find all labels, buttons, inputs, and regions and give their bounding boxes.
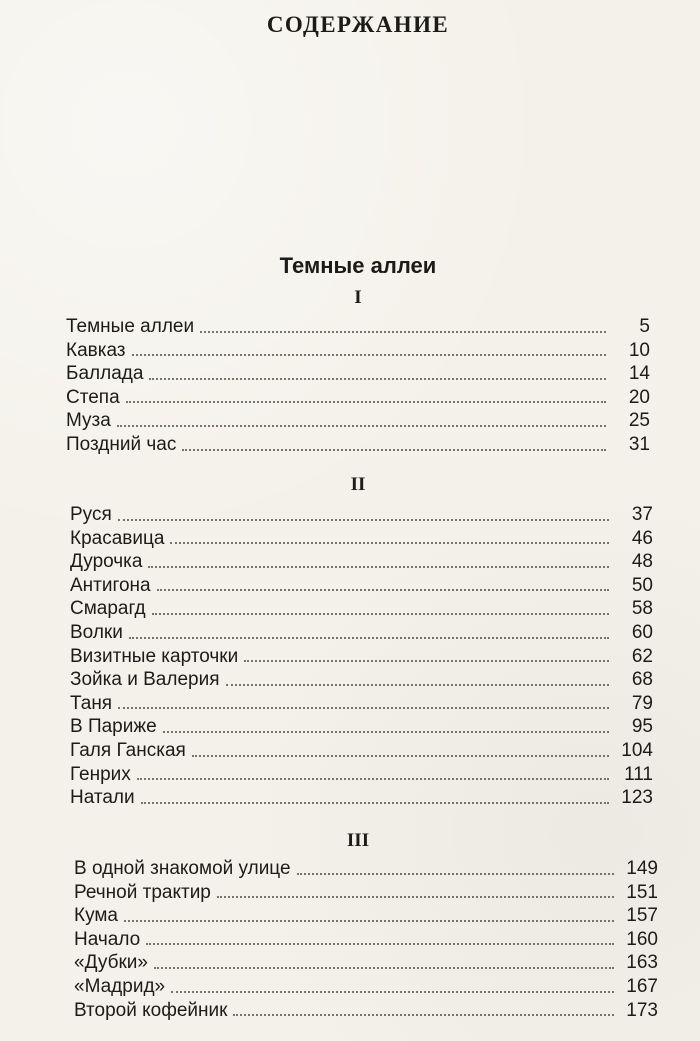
toc-entry	[70, 763, 653, 787]
toc-section-3	[74, 857, 658, 1022]
toc-page-number: 20	[628, 386, 650, 408]
toc-page-number: 149	[626, 858, 658, 879]
toc-entry-title: В одной знакомой улице	[74, 858, 291, 879]
toc-entry	[74, 999, 658, 1023]
dot-leader	[149, 377, 606, 380]
toc-entry-title: Таня	[70, 692, 113, 714]
toc-entry-title: Кума	[74, 905, 118, 927]
toc-entry	[74, 881, 658, 905]
toc-page-number: 111	[624, 763, 653, 785]
toc-page-number: 10	[628, 339, 650, 361]
toc-entry	[66, 433, 650, 457]
dot-leader	[129, 636, 609, 639]
dot-leader	[118, 706, 609, 709]
toc-entry	[70, 715, 653, 739]
dot-leader	[157, 588, 609, 591]
toc-page-number: 46	[631, 527, 653, 549]
toc-entry-title: В Париже	[70, 716, 157, 738]
toc-entry	[70, 692, 653, 716]
toc-page-number: 68	[631, 669, 653, 691]
toc-page-number: 37	[631, 504, 653, 525]
toc-page-number: 95	[631, 716, 653, 738]
section-heading-2: II	[350, 474, 366, 495]
toc-entry	[66, 409, 650, 433]
dot-leader	[163, 730, 609, 733]
toc-entry-title: Волки	[70, 621, 123, 643]
toc-entry	[70, 574, 653, 598]
toc-entry	[74, 904, 658, 928]
dot-leader	[233, 1013, 614, 1016]
toc-entry	[70, 550, 653, 574]
toc-page-number: 60	[631, 621, 653, 643]
toc-page-number: 50	[631, 574, 653, 596]
toc-entry-title: Генрих	[70, 763, 131, 785]
toc-entry	[74, 857, 658, 881]
dot-leader	[146, 942, 614, 945]
toc-entry-title: Баллада	[66, 363, 144, 385]
toc-entry-title: Второй кофейник	[74, 999, 228, 1021]
toc-entry-title: Визитные карточки	[70, 645, 239, 667]
dot-leader	[217, 895, 614, 898]
toc-entry	[74, 928, 658, 952]
toc-page-number: 25	[628, 410, 650, 432]
toc-page-number: 173	[626, 999, 658, 1021]
page-title: СОДЕРЖАНИЕ	[266, 12, 450, 37]
toc-entry	[66, 339, 650, 363]
toc-page-number: 167	[626, 975, 658, 997]
dot-leader	[137, 777, 609, 780]
toc-page-number: 79	[631, 692, 653, 714]
dot-leader	[118, 518, 609, 521]
toc-entry-title: Речной трактир	[74, 881, 211, 903]
toc-entry-title: Смарагд	[70, 598, 146, 620]
toc-page-number: 31	[628, 433, 650, 455]
toc-entry	[70, 527, 653, 551]
toc-entry-title: Дурочка	[70, 551, 143, 573]
toc-entry-title: Натали	[70, 787, 135, 809]
dot-leader	[132, 353, 606, 356]
toc-page-number: 163	[626, 952, 658, 974]
toc-entry	[66, 386, 650, 410]
toc-entry	[70, 786, 653, 810]
toc-entry	[70, 597, 653, 621]
toc-section-1	[66, 315, 650, 457]
toc-entry-title: Начало	[74, 928, 141, 950]
toc-entry-title: Красавица	[70, 527, 165, 549]
toc-entry	[74, 951, 658, 975]
toc-entry-title: Галя Ганская	[70, 739, 186, 761]
toc-page-number: 160	[626, 928, 658, 950]
toc-entry-title: Муза	[66, 410, 111, 432]
dot-leader	[297, 872, 614, 875]
toc-entry	[70, 645, 653, 669]
dot-leader	[171, 990, 614, 993]
section-heading-1: I	[354, 287, 362, 308]
toc-page-number: 48	[631, 551, 653, 573]
toc-page-number: 62	[631, 645, 653, 667]
toc-entry	[70, 503, 653, 527]
dot-leader	[154, 966, 614, 969]
dot-leader	[148, 565, 609, 568]
toc-entry-title: Степа	[66, 386, 120, 408]
dot-leader	[200, 330, 606, 333]
toc-entry-title: Антигона	[70, 574, 151, 596]
dot-leader	[126, 400, 606, 403]
toc-entry-title: Зойка и Валерия	[70, 669, 220, 691]
toc-page-number: 58	[631, 598, 653, 620]
dot-leader	[192, 754, 609, 757]
toc-entry	[70, 621, 653, 645]
dot-leader	[152, 612, 609, 615]
dot-leader	[117, 424, 606, 427]
section-heading-3: III	[346, 830, 370, 851]
toc-page-number: 5	[639, 316, 650, 337]
dot-leader	[141, 801, 609, 804]
toc-entry-title: «Мадрид»	[74, 975, 166, 997]
toc-entry	[66, 315, 650, 339]
dot-leader	[226, 683, 610, 686]
toc-entry-title: «Дубки»	[74, 952, 148, 974]
toc-entry	[70, 739, 653, 763]
dot-leader	[124, 919, 614, 922]
toc-page-number: 104	[621, 739, 653, 761]
toc-page-number: 157	[626, 905, 658, 927]
toc-section-2	[70, 503, 653, 810]
dot-leader	[170, 541, 609, 544]
toc-entry-title: Поздний час	[66, 433, 177, 455]
dot-leader	[244, 659, 609, 662]
toc-page-number: 151	[626, 881, 658, 903]
toc-entry	[70, 668, 653, 692]
toc-page-number: 14	[628, 363, 650, 385]
book-title: Темные аллеи	[279, 253, 437, 278]
toc-page-number: 123	[621, 787, 653, 809]
toc-entry-title: Руся	[70, 504, 112, 525]
toc-entry	[74, 975, 658, 999]
toc-entry-title: Темные аллеи	[66, 316, 195, 337]
toc-entry	[66, 362, 650, 386]
toc-entry-title: Кавказ	[66, 339, 126, 361]
dot-leader	[182, 448, 606, 451]
